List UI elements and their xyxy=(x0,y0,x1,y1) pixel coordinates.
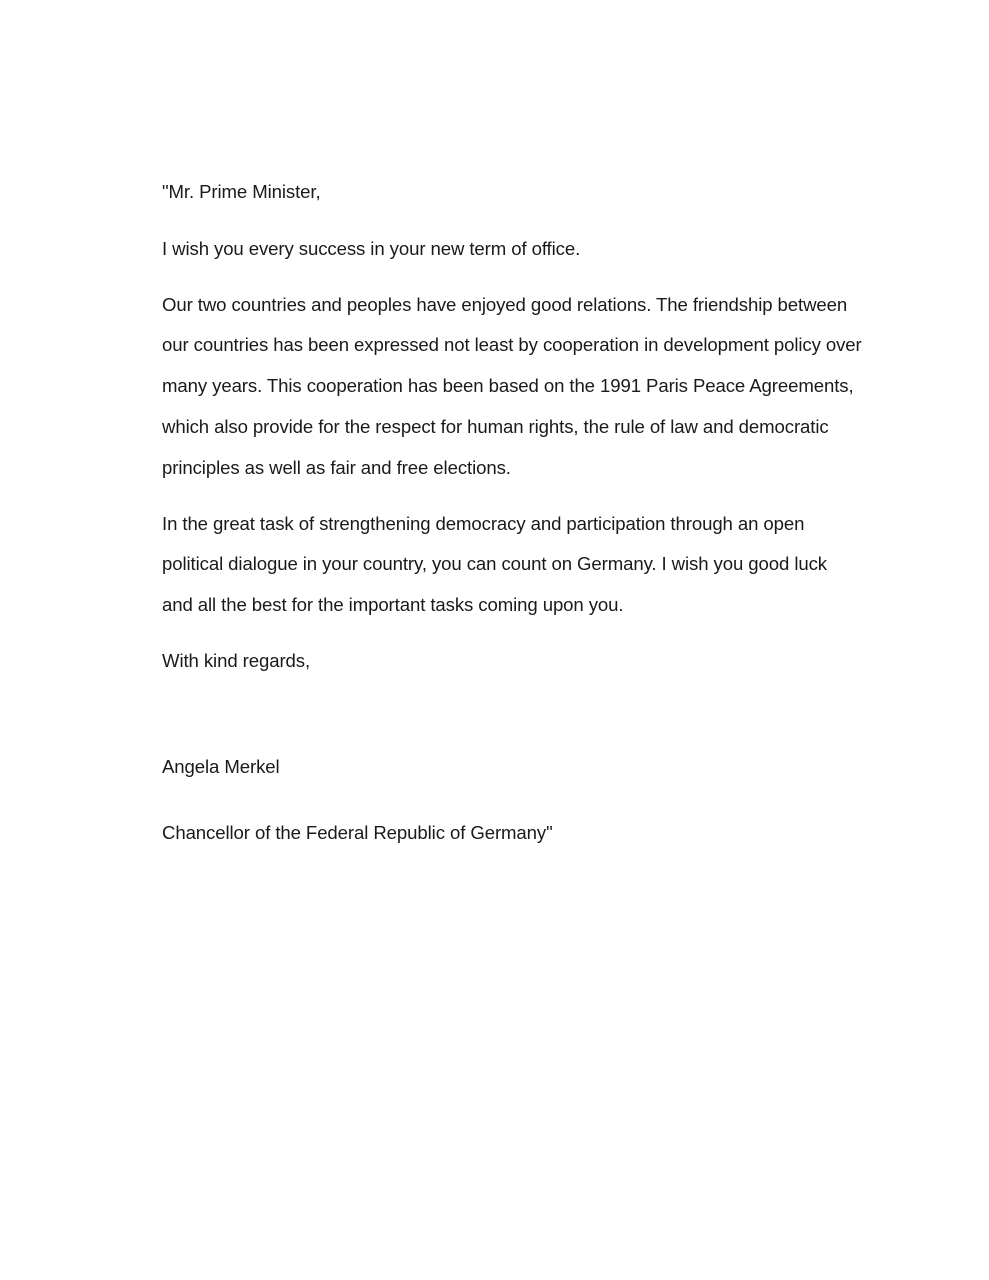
paragraph-line: which also provide for the respect for human rights, the rule of law and democratic xyxy=(162,415,829,437)
signer-title: Chancellor of the Federal Republic of Germany" xyxy=(162,821,553,843)
salutation: "Mr. Prime Minister, xyxy=(162,181,321,202)
paragraph-line: I wish you every success in your new term of office. xyxy=(162,237,581,259)
paragraph-line: our countries has been expressed not least by cooperation in development policy over xyxy=(162,334,862,356)
paragraph-line: political dialogue in your country, you can count on Germany. I wish you good luck xyxy=(162,553,827,575)
signer-name: Angela Merkel xyxy=(162,755,280,777)
paragraph-democracy xyxy=(162,504,902,626)
paragraph-line: many years. This cooperation has been based on the 1991 Paris Peace Agreements, xyxy=(162,375,854,397)
paragraph-line: In the great task of strengthening democracy and participation through an open xyxy=(162,512,805,534)
paragraph-line: principles as well as fair and free elections. xyxy=(162,456,511,478)
closing: With kind regards, xyxy=(162,649,311,671)
paragraph-relations xyxy=(162,285,902,489)
paragraph-line: Our two countries and peoples have enjoyed good relations. The friendship between xyxy=(162,293,848,315)
paragraph-wish xyxy=(162,229,902,270)
paragraph-line: and all the best for the important tasks coming upon you. xyxy=(162,594,624,616)
letter-body xyxy=(162,172,902,853)
